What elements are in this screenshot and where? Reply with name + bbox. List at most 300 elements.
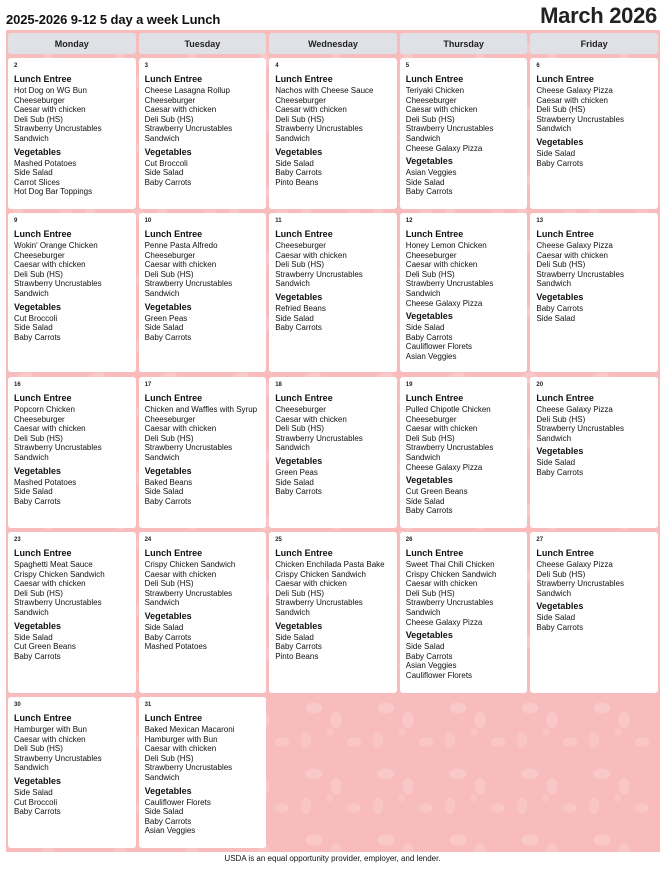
entree-item: Deli Sub (HS) <box>275 588 325 598</box>
vegetable-item: Baby Carrots <box>144 177 192 187</box>
vegetable-item: Side Salad <box>144 323 184 333</box>
day-number: 9 <box>14 218 18 224</box>
day-number: 2 <box>14 63 18 69</box>
entree-item: Cheese Galaxy Pizza <box>536 405 613 414</box>
entree-item: Strawberry Uncrustables <box>536 114 624 124</box>
vegetable-item: Mashed Potatoes <box>144 642 207 652</box>
entree-item: Strawberry Uncrustables <box>14 443 102 453</box>
day-number: 26 <box>405 537 413 543</box>
vegetables-heading: Vegetables <box>405 156 453 167</box>
vegetable-item: Side Salad <box>405 323 445 333</box>
vegetable-item: Side Salad <box>536 148 576 158</box>
entree-item: Sandwich <box>275 607 310 617</box>
entree-item: Sandwich <box>405 607 441 617</box>
entree-item: Caesar with chicken <box>14 105 86 115</box>
vegetable-item: Baby Carrots <box>144 816 192 826</box>
entree-list <box>406 241 522 308</box>
entree-item: Sweet Thai Chili Chicken <box>405 560 495 569</box>
entree-item: Caesar with chicken <box>144 569 217 579</box>
vegetable-item: Hot Dog Bar Toppings <box>14 187 93 197</box>
entree-list <box>406 560 522 627</box>
vegetables-heading: Vegetables <box>144 785 192 796</box>
vegetable-list <box>14 478 130 507</box>
entree-item: Cheese Lasagna Rollup <box>144 86 230 95</box>
lunch-entree-heading: Lunch Entree <box>144 713 203 723</box>
entree-item: Sandwich <box>144 598 180 608</box>
entree-item: Caesar with chicken <box>405 105 478 115</box>
entree-item: Cheeseburger <box>14 414 65 424</box>
entree-item: Cheeseburger <box>275 405 326 414</box>
entree-item: Strawberry Uncrustables <box>14 279 102 289</box>
lunch-entree-heading: Lunch Entree <box>14 713 72 723</box>
lunch-entree-heading: Lunch Entree <box>405 393 464 403</box>
entree-item: Strawberry Uncrustables <box>405 124 494 134</box>
day-cell <box>8 697 136 848</box>
vegetables-heading: Vegetables <box>144 465 192 476</box>
entree-item: Caesar with chicken <box>14 260 86 270</box>
vegetables-heading: Vegetables <box>405 311 453 322</box>
vegetable-item: Cut Green Beans <box>405 487 468 497</box>
vegetable-item: Side Salad <box>536 613 576 623</box>
day-cell <box>8 58 136 209</box>
entree-item: Sandwich <box>144 772 180 782</box>
entree-item: Sandwich <box>144 288 180 298</box>
entree-item: Cheeseburger <box>144 250 196 260</box>
lunch-entree-heading: Lunch Entree <box>405 229 464 239</box>
entree-list <box>536 86 652 134</box>
entree-item: Sandwich <box>536 588 572 598</box>
entree-item: Caesar with chicken <box>144 105 217 115</box>
entree-item: Deli Sub (HS) <box>405 433 455 443</box>
entree-item: Cheeseburger <box>144 414 196 424</box>
day-number: 30 <box>14 702 21 708</box>
entree-item: Cheese Galaxy Pizza <box>405 143 483 153</box>
month-title: March 2026 <box>540 3 657 28</box>
week-row <box>8 532 658 693</box>
entree-item: Cheese Galaxy Pizza <box>536 560 613 569</box>
entree-item: Deli Sub (HS) <box>144 579 194 589</box>
vegetable-item: Side Salad <box>144 168 184 178</box>
entree-list <box>536 241 652 289</box>
entree-item: Deli Sub (HS) <box>536 260 586 270</box>
entree-item: Caesar with chicken <box>536 95 608 105</box>
entree-item: Caesar with chicken <box>536 250 608 260</box>
vegetables-heading: Vegetables <box>536 446 584 457</box>
vegetable-item: Baby Carrots <box>275 168 322 178</box>
entree-item: Caesar with chicken <box>144 744 217 754</box>
entree-item: Deli Sub (HS) <box>144 433 194 443</box>
vegetable-item: Side Salad <box>14 168 53 178</box>
day-cell <box>269 213 397 372</box>
entree-item: Deli Sub (HS) <box>14 744 63 754</box>
entree-item: Baked Mexican Macaroni <box>144 725 235 734</box>
day-number: 19 <box>405 382 413 388</box>
entree-item: Deli Sub (HS) <box>536 414 586 424</box>
vegetable-item: Side Salad <box>275 632 314 642</box>
entree-item: Crispy Chicken Sandwich <box>405 569 497 579</box>
entree-item: Deli Sub (HS) <box>14 588 63 598</box>
entree-item: Cheeseburger <box>405 250 457 260</box>
entree-item: Strawberry Uncrustables <box>275 598 363 608</box>
entree-item: Caesar with chicken <box>405 424 478 434</box>
vegetable-list <box>275 304 391 333</box>
entree-item: Strawberry Uncrustables <box>275 433 363 443</box>
day-number: 25 <box>275 537 282 543</box>
vegetable-item: Baby Carrots <box>275 323 322 333</box>
entree-item: Cheeseburger <box>14 95 65 105</box>
vegetable-item: Asian Veggies <box>144 826 196 836</box>
entree-list <box>14 86 130 144</box>
vegetable-item: Baby Carrots <box>405 187 453 197</box>
entree-item: Caesar with chicken <box>275 105 347 115</box>
day-cell <box>139 532 267 693</box>
vegetable-list <box>145 478 261 507</box>
entree-item: Deli Sub (HS) <box>275 114 325 124</box>
day-cell <box>400 58 528 209</box>
entree-list <box>145 241 261 299</box>
entree-item: Sandwich <box>405 452 441 462</box>
entree-item: Caesar with chicken <box>275 579 347 589</box>
lunch-entree-heading: Lunch Entree <box>405 74 464 84</box>
vegetable-item: Cut Broccoli <box>14 313 58 323</box>
lunch-entree-heading: Lunch Entree <box>275 548 333 558</box>
entree-item: Spaghetti Meat Sauce <box>14 560 93 569</box>
vegetable-item: Side Salad <box>14 632 53 642</box>
vegetable-list <box>406 487 522 516</box>
entree-item: Hamburger with Bun <box>144 734 218 744</box>
entree-list <box>275 405 391 453</box>
vegetable-item: Side Salad <box>14 787 53 797</box>
entree-item: Cheese Galaxy Pizza <box>405 298 483 308</box>
entree-item: Strawberry Uncrustables <box>536 269 624 279</box>
weekday-tuesday: Tuesday <box>139 33 267 54</box>
entree-item: Sandwich <box>536 433 572 443</box>
day-cell <box>400 377 528 528</box>
vegetable-item: Baby Carrots <box>536 303 584 313</box>
lunch-entree-heading: Lunch Entree <box>144 393 203 403</box>
vegetable-list <box>145 314 261 343</box>
day-cell <box>269 58 397 209</box>
day-number: 13 <box>536 218 544 224</box>
weekday-header-row <box>8 33 658 54</box>
vegetables-heading: Vegetables <box>144 610 192 621</box>
entree-item: Chicken Enchilada Pasta Bake <box>275 560 385 569</box>
entree-item: Sandwich <box>14 133 49 143</box>
day-number: 18 <box>275 382 282 388</box>
entree-item: Deli Sub (HS) <box>275 260 325 270</box>
vegetable-item: Baby Carrots <box>14 807 61 817</box>
vegetable-item: Baby Carrots <box>144 632 192 642</box>
entree-item: Cheese Galaxy Pizza <box>405 462 483 472</box>
vegetables-heading: Vegetables <box>275 620 323 631</box>
vegetable-item: Cauliflower Florets <box>144 797 211 807</box>
vegetable-list <box>145 623 261 652</box>
entree-item: Cheeseburger <box>275 95 326 105</box>
lunch-entree-heading: Lunch Entree <box>536 74 594 84</box>
entree-item: Caesar with chicken <box>275 414 347 424</box>
empty-day-cell <box>269 697 397 848</box>
vegetable-item: Baby Carrots <box>14 496 61 506</box>
day-number: 10 <box>144 218 152 224</box>
entree-list <box>275 86 391 144</box>
entree-item: Caesar with chicken <box>144 424 217 434</box>
vegetable-item: Baby Carrots <box>14 651 61 661</box>
vegetable-item: Side Salad <box>536 458 576 468</box>
entree-item: Nachos with Cheese Sauce <box>275 86 374 95</box>
day-number: 24 <box>144 537 152 543</box>
week-row <box>8 58 658 209</box>
vegetable-item: Baby Carrots <box>405 506 453 516</box>
entree-item: Deli Sub (HS) <box>405 269 455 279</box>
vegetable-item: Asian Veggies <box>405 351 457 361</box>
day-number: 6 <box>536 63 540 69</box>
entree-item: Strawberry Uncrustables <box>14 598 102 608</box>
lunch-entree-heading: Lunch Entree <box>14 229 72 239</box>
menu-title: 2025-2026 9-12 5 day a week Lunch <box>6 12 221 27</box>
vegetable-item: Side Salad <box>14 487 53 497</box>
entree-list <box>536 405 652 443</box>
entree-list <box>275 241 391 289</box>
entree-item: Pulled Chipotle Chicken <box>405 405 491 414</box>
entree-item: Caesar with chicken <box>405 579 478 589</box>
page-header <box>6 0 659 30</box>
vegetable-item: Green Peas <box>144 313 188 323</box>
vegetables-heading: Vegetables <box>14 620 62 631</box>
vegetable-item: Side Salad <box>144 622 184 632</box>
day-number: 17 <box>144 382 152 388</box>
lunch-entree-heading: Lunch Entree <box>14 548 72 558</box>
entree-item: Sandwich <box>14 763 49 773</box>
lunch-entree-heading: Lunch Entree <box>275 74 333 84</box>
entree-item: Cheese Galaxy Pizza <box>536 241 613 250</box>
lunch-entree-heading: Lunch Entree <box>275 229 333 239</box>
vegetable-list <box>536 458 652 477</box>
entree-item: Strawberry Uncrustables <box>144 279 233 289</box>
entree-item: Crispy Chicken Sandwich <box>144 560 236 569</box>
entree-item: Cheeseburger <box>275 241 326 250</box>
day-number: 12 <box>405 218 413 224</box>
vegetables-heading: Vegetables <box>14 465 62 476</box>
vegetables-heading: Vegetables <box>536 291 584 302</box>
weekday-monday: Monday <box>8 33 136 54</box>
entree-list <box>145 560 261 608</box>
day-number: 31 <box>144 702 152 708</box>
vegetables-heading: Vegetables <box>14 146 62 157</box>
entree-item: Sandwich <box>275 133 310 143</box>
lunch-entree-heading: Lunch Entree <box>405 548 464 558</box>
entree-item: Cheese Galaxy Pizza <box>405 617 483 627</box>
vegetable-item: Mashed Potatoes <box>14 158 77 168</box>
lunch-entree-heading: Lunch Entree <box>536 229 594 239</box>
lunch-entree-heading: Lunch Entree <box>14 393 72 403</box>
day-cell <box>400 532 528 693</box>
vegetable-item: Side Salad <box>536 313 576 323</box>
entree-item: Popcorn Chicken <box>14 405 75 414</box>
day-cell <box>139 213 267 372</box>
vegetables-heading: Vegetables <box>14 301 62 312</box>
lunch-entree-heading: Lunch Entree <box>144 548 203 558</box>
vegetable-item: Baby Carrots <box>536 467 584 477</box>
vegetables-heading: Vegetables <box>405 630 453 641</box>
weekday-thursday: Thursday <box>400 33 528 54</box>
vegetables-heading: Vegetables <box>275 455 323 466</box>
entree-item: Strawberry Uncrustables <box>144 763 233 773</box>
entree-item: Caesar with chicken <box>14 424 86 434</box>
usda-disclaimer: USDA is an equal opportunity provider, employer, and lender. <box>224 854 441 863</box>
lunch-entree-heading: Lunch Entree <box>536 548 594 558</box>
vegetable-item: Baby Carrots <box>405 651 453 661</box>
day-cell <box>8 377 136 528</box>
day-number: 23 <box>14 537 21 543</box>
entree-item: Hot Dog on WG Bun <box>14 86 87 95</box>
vegetable-list <box>14 314 130 343</box>
entree-item: Strawberry Uncrustables <box>144 443 233 453</box>
entree-item: Sandwich <box>14 288 49 298</box>
vegetables-heading: Vegetables <box>275 291 323 302</box>
entree-item: Deli Sub (HS) <box>144 269 194 279</box>
entree-list <box>275 560 391 618</box>
entree-item: Deli Sub (HS) <box>536 105 586 115</box>
vegetable-item: Pinto Beans <box>275 651 319 661</box>
entree-list <box>14 241 130 299</box>
empty-day-cell <box>530 697 658 848</box>
entree-item: Strawberry Uncrustables <box>275 124 363 134</box>
entree-item: Deli Sub (HS) <box>405 588 455 598</box>
entree-item: Cheeseburger <box>405 95 457 105</box>
entree-list <box>145 725 261 783</box>
day-number: 5 <box>405 63 410 69</box>
day-cell <box>8 213 136 372</box>
week-row <box>8 697 658 848</box>
vegetable-item: Cut Broccoli <box>14 797 58 807</box>
entree-item: Strawberry Uncrustables <box>14 124 102 134</box>
calendar-grid <box>6 30 660 852</box>
day-cell <box>139 377 267 528</box>
entree-item: Strawberry Uncrustables <box>275 269 363 279</box>
entree-item: Strawberry Uncrustables <box>144 124 233 134</box>
entree-item: Strawberry Uncrustables <box>405 598 494 608</box>
vegetable-item: Cut Broccoli <box>144 158 188 168</box>
entree-item: Strawberry Uncrustables <box>405 279 494 289</box>
vegetable-item: Green Peas <box>275 467 318 477</box>
entree-item: Sandwich <box>14 452 49 462</box>
day-number: 20 <box>536 382 544 388</box>
entree-item: Sandwich <box>405 288 441 298</box>
vegetable-item: Baby Carrots <box>14 332 61 342</box>
entree-item: Wokin' Orange Chicken <box>14 241 98 250</box>
entree-item: Deli Sub (HS) <box>144 114 194 124</box>
week-row <box>8 377 658 528</box>
entree-item: Sandwich <box>14 607 49 617</box>
vegetable-list <box>275 159 391 188</box>
vegetable-item: Pinto Beans <box>275 177 319 187</box>
day-cell <box>269 377 397 528</box>
vegetables-heading: Vegetables <box>275 146 323 157</box>
vegetables-heading: Vegetables <box>14 775 62 786</box>
entree-list <box>145 405 261 463</box>
vegetable-item: Side Salad <box>405 642 445 652</box>
vegetables-heading: Vegetables <box>536 601 584 612</box>
vegetable-list <box>536 613 652 632</box>
entree-item: Caesar with chicken <box>14 579 86 589</box>
entree-item: Caesar with chicken <box>144 260 217 270</box>
entree-item: Crispy Chicken Sandwich <box>275 569 366 579</box>
weekday-friday: Friday <box>530 33 658 54</box>
entree-list <box>14 560 130 618</box>
vegetable-item: Mashed Potatoes <box>14 477 77 487</box>
entree-item: Penne Pasta Alfredo <box>144 241 218 250</box>
entree-list <box>536 560 652 598</box>
vegetable-list <box>406 642 522 680</box>
vegetable-item: Side Salad <box>275 477 314 487</box>
vegetable-item: Side Salad <box>275 158 314 168</box>
day-cell <box>530 532 658 693</box>
day-number: 3 <box>144 63 148 69</box>
vegetable-item: Baby Carrots <box>144 496 192 506</box>
entree-item: Caesar with chicken <box>405 260 478 270</box>
entree-item: Strawberry Uncrustables <box>144 588 233 598</box>
vegetable-item: Side Salad <box>275 313 314 323</box>
vegetable-item: Carrot Slices <box>14 177 60 187</box>
vegetable-item: Side Salad <box>405 496 445 506</box>
entree-item: Deli Sub (HS) <box>14 114 63 124</box>
entree-item: Sandwich <box>275 279 310 289</box>
vegetable-item: Side Salad <box>14 323 53 333</box>
vegetable-item: Baked Beans <box>144 477 193 487</box>
entree-item: Deli Sub (HS) <box>275 424 325 434</box>
vegetable-item: Side Salad <box>405 177 445 187</box>
vegetable-list <box>536 304 652 323</box>
weekday-wednesday: Wednesday <box>269 33 397 54</box>
lunch-entree-heading: Lunch Entree <box>144 229 203 239</box>
day-number: 11 <box>275 218 282 224</box>
entree-item: Sandwich <box>536 279 572 289</box>
entree-item: Cheeseburger <box>144 95 196 105</box>
vegetable-item: Baby Carrots <box>536 158 584 168</box>
vegetable-item: Baby Carrots <box>275 642 322 652</box>
entree-item: Honey Lemon Chicken <box>405 241 487 250</box>
vegetable-item: Refried Beans <box>275 303 326 313</box>
entree-item: Strawberry Uncrustables <box>536 424 624 434</box>
entree-item: Cheeseburger <box>405 414 457 424</box>
day-cell <box>400 213 528 372</box>
lunch-entree-heading: Lunch Entree <box>14 74 72 84</box>
entree-item: Sandwich <box>405 133 441 143</box>
entree-item: Cheese Galaxy Pizza <box>536 86 613 95</box>
day-cell <box>530 377 658 528</box>
day-cell <box>269 532 397 693</box>
entree-item: Teriyaki Chicken <box>405 86 465 95</box>
vegetable-list <box>406 168 522 197</box>
day-number: 16 <box>14 382 21 388</box>
entree-list <box>145 86 261 144</box>
lunch-entree-heading: Lunch Entree <box>144 74 203 84</box>
vegetables-heading: Vegetables <box>405 475 453 486</box>
vegetable-item: Cut Green Beans <box>14 642 76 652</box>
vegetables-heading: Vegetables <box>536 136 584 147</box>
vegetable-item: Baby Carrots <box>144 332 192 342</box>
entree-item: Deli Sub (HS) <box>405 114 455 124</box>
lunch-entree-heading: Lunch Entree <box>275 393 333 403</box>
week-row <box>8 213 658 372</box>
vegetable-item: Cauliflower Florets <box>405 342 473 352</box>
vegetable-item: Asian Veggies <box>405 661 457 671</box>
day-cell <box>139 697 267 848</box>
vegetable-list <box>275 633 391 662</box>
vegetable-list <box>536 149 652 168</box>
entree-item: Sandwich <box>275 443 310 453</box>
entree-item: Chicken and Waffles with Syrup <box>144 405 258 414</box>
